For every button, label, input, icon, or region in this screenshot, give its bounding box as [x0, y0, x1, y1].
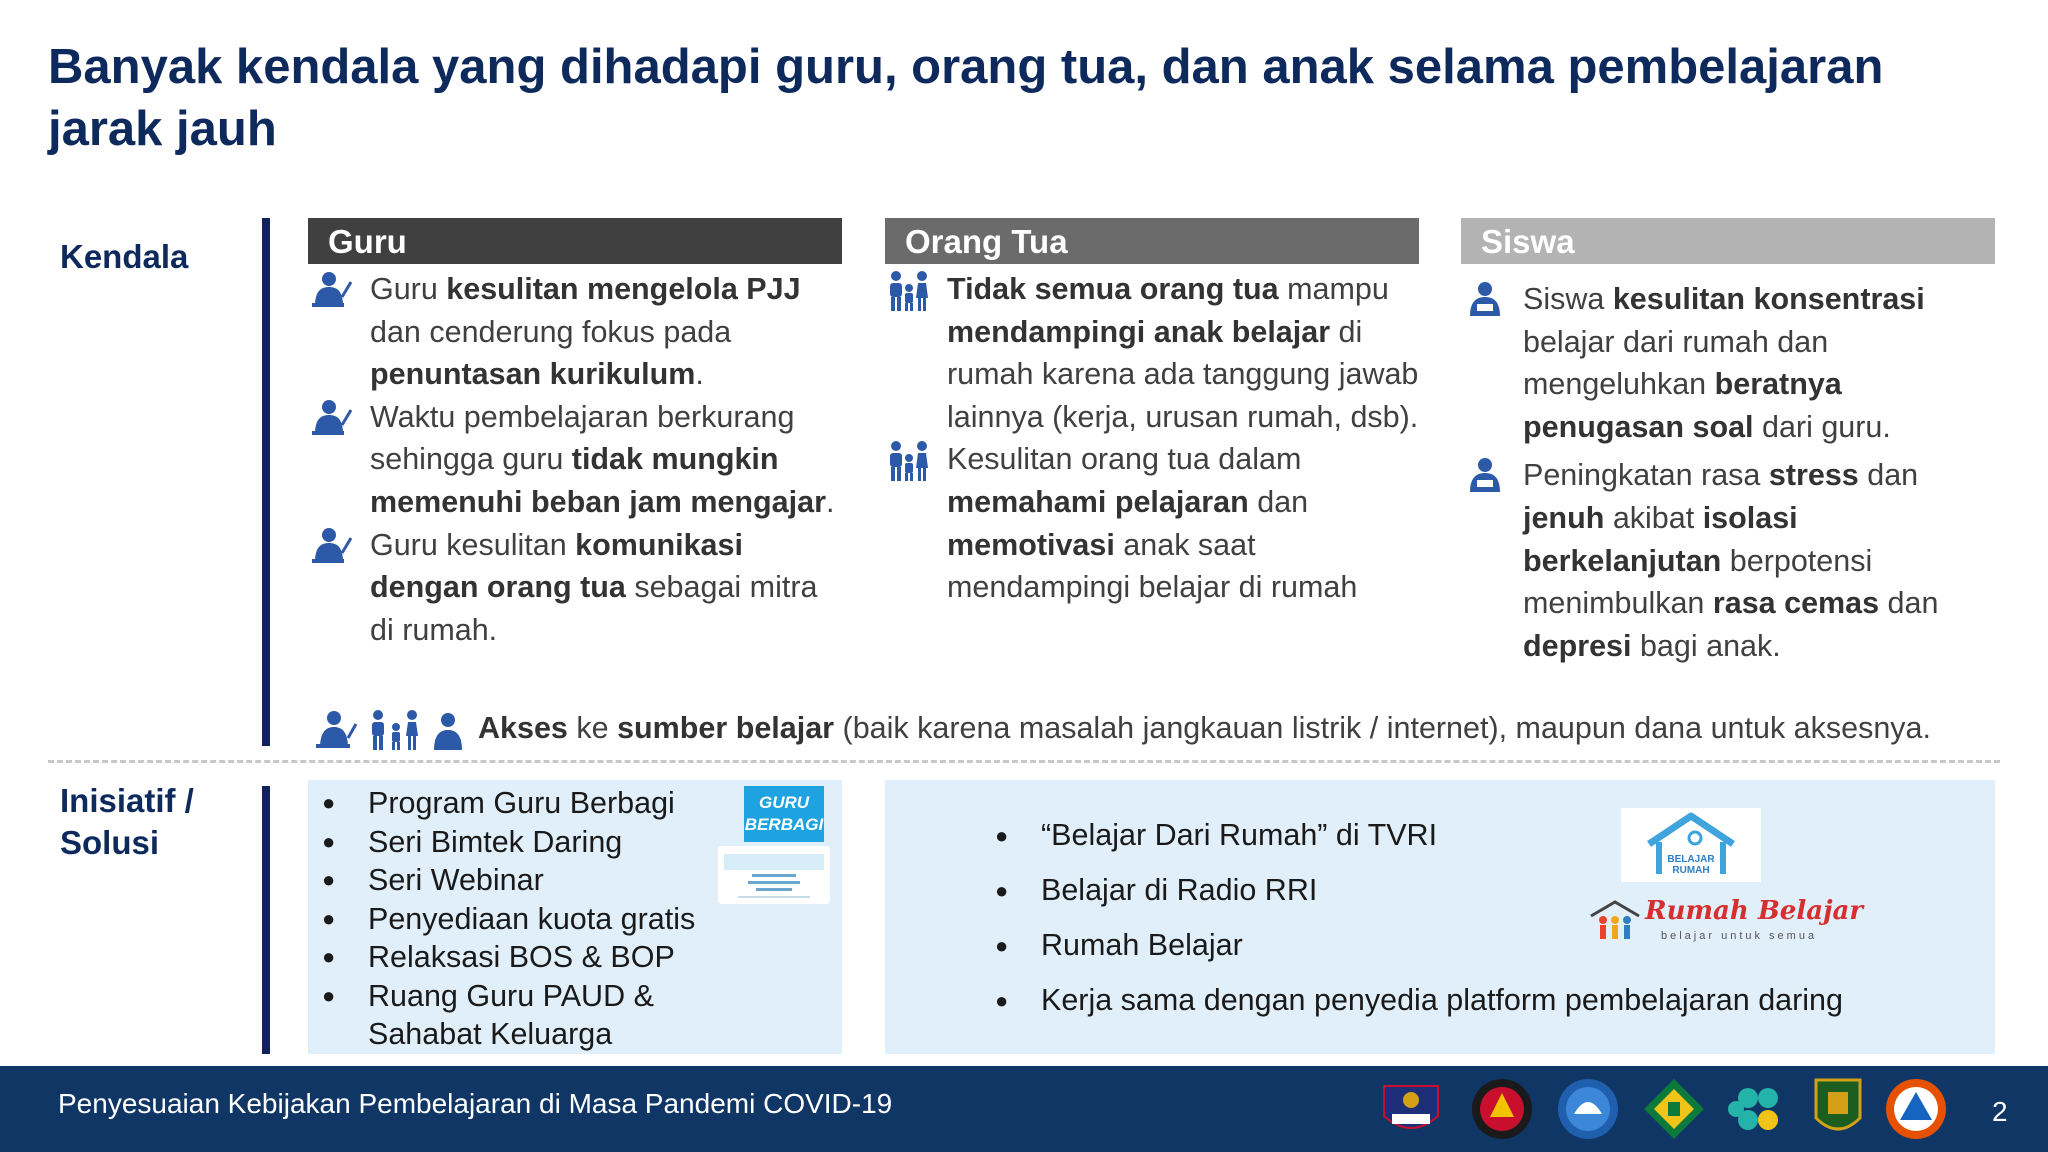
issue-text-segment: berpotensi menimbulkan	[1523, 543, 1873, 621]
siswa-header: Siswa	[1461, 218, 1995, 264]
solution-item: ● “Belajar Dari Rumah” di TVRI	[981, 808, 1881, 863]
issue-text-segment: memahami pelajaran	[947, 484, 1249, 519]
access-bold-2: sumber belajar	[617, 711, 835, 745]
guru-issues	[308, 268, 842, 651]
section-separator	[48, 760, 2000, 763]
family-icon	[889, 270, 929, 324]
rumah-belajar-logo	[1589, 896, 1864, 946]
issue-text-segment: mendampingi anak belajar	[947, 314, 1331, 349]
issue-text-segment: bagi anak.	[1631, 628, 1781, 663]
solution-item: ● Seri Bimtek Daring	[308, 823, 828, 862]
siswa-issues	[1461, 278, 1995, 667]
issue-text-segment: dan	[1858, 458, 1919, 493]
access-bold-1: Akses	[478, 711, 568, 745]
issue-text-segment: Peningkatan rasa	[1523, 458, 1769, 493]
bdr-line2: RUMAH	[1672, 865, 1710, 876]
issue-text-segment: .	[695, 357, 704, 392]
belajar-dari-rumah-text	[1621, 854, 1761, 876]
guru-header: Guru	[308, 218, 842, 264]
issue-text-segment: depresi	[1523, 628, 1632, 663]
issue-text-segment: Siswa	[1523, 282, 1613, 316]
issue-text-segment: isolasi berkelanjutan	[1523, 500, 1798, 578]
guru-berbagi-logo	[744, 786, 824, 842]
satgas-covid19-logo	[1384, 1086, 1438, 1128]
bnpb-shield-logo	[1472, 1079, 1532, 1139]
kemenkes-logo	[1728, 1088, 1778, 1130]
solutions-left-box	[308, 780, 842, 1054]
access-text-2: ke	[567, 711, 618, 745]
guru-berbagi-logo-line2: BERBAGI	[744, 815, 824, 834]
access-icons	[312, 708, 472, 752]
webinar-poster-thumbnail	[718, 846, 830, 904]
partner-logos-svg	[1376, 1076, 1956, 1142]
student-icon	[1465, 456, 1505, 506]
issue-text-segment: Tidak semua orang tua	[947, 272, 1279, 306]
issue-text-segment: dan	[1879, 586, 1939, 621]
issue-text-segment: dan	[1248, 484, 1309, 519]
rumah-belajar-tagline: belajar untuk semua	[1661, 930, 1818, 942]
kemendagri-logo	[1816, 1080, 1860, 1129]
issue-text-segment: memotivasi	[947, 527, 1115, 562]
rumah-belajar-logo-text: Rumah Belajar	[1645, 896, 1864, 926]
orang-tua-issue-item	[885, 268, 1419, 438]
issue-text-segment: dan cenderung fokus pada	[370, 314, 732, 349]
solution-item: ● Penyediaan kuota gratis	[308, 900, 828, 939]
issue-text-segment: jenuh	[1523, 500, 1605, 535]
issue-text-segment: kesulitan konsentrasi	[1612, 282, 1925, 316]
access-text	[478, 707, 2018, 749]
solution-item: ● Relaksasi BOS & BOP	[308, 938, 828, 977]
issue-text-segment: tidak mungkin memenuhi beban jam mengajar	[370, 442, 826, 519]
family-icon	[889, 440, 929, 494]
rumah-belajar-figures-icon	[1589, 898, 1641, 942]
solutions-right-box	[885, 780, 1995, 1054]
bnpb-logo	[1886, 1079, 1946, 1139]
issue-text-segment: komunikasi dengan orang tua	[370, 527, 743, 605]
access-icon-group	[312, 708, 472, 752]
teacher-icon	[312, 398, 352, 448]
issue-text-segment: rasa cemas	[1712, 586, 1880, 621]
issue-text-segment: stress	[1768, 458, 1859, 493]
issue-text-segment: .	[825, 484, 835, 519]
kemenag-logo	[1644, 1079, 1704, 1139]
access-text-4: (baik karena masalah jangkauan listrik / internet), maupun dana untuk aksesnya.	[834, 711, 1931, 745]
guru-issue-item	[308, 268, 842, 396]
teacher-icon	[312, 526, 352, 576]
footer-text: Penyesuaian Kebijakan Pembelajaran di Masa Pandemi COVID-19	[58, 1088, 893, 1119]
guru-issue-item	[308, 524, 842, 652]
solution-item: ● Ruang Guru PAUD & Sahabat Keluarga	[308, 977, 748, 1054]
siswa-issue-item	[1461, 278, 1995, 448]
inisiatif-label-line2: Solusi	[60, 824, 160, 861]
issue-text-segment: penuntasan kurikulum	[370, 357, 696, 392]
solution-item: ● Rumah Belajar	[981, 918, 1881, 973]
guru-berbagi-logo-line1: GURU	[758, 793, 810, 812]
teacher-icon	[312, 270, 352, 320]
orang-tua-header: Orang Tua	[885, 218, 1419, 264]
issue-text-segment: kesulitan mengelola PJJ	[446, 272, 801, 306]
issue-text-segment: sebagai mitra di rumah.	[370, 570, 818, 647]
inisiatif-label-line1: Inisiatif /	[60, 782, 194, 819]
orang-tua-issues	[885, 268, 1419, 609]
guru-issue-item	[308, 396, 842, 524]
issue-text-segment: di rumah karena ada tanggung jawab lainnya (kerja, urusan rumah, dsb).	[947, 314, 1419, 434]
siswa-issue-item	[1461, 454, 1995, 667]
kemdikbud-logo	[1558, 1079, 1618, 1139]
issue-text-segment: Guru	[370, 272, 447, 306]
solusi-divider	[262, 786, 270, 1054]
issue-text-segment: dari guru.	[1753, 409, 1891, 444]
issue-text-segment: anak saat mendampingi belajar di rumah	[947, 527, 1358, 605]
issue-text-segment: Guru kesulitan	[370, 527, 576, 562]
issue-text-segment: Kesulitan orang tua dalam	[947, 442, 1302, 477]
page-number: 2	[1992, 1096, 2008, 1127]
student-icon	[1465, 280, 1505, 330]
orang-tua-issue-item	[885, 438, 1419, 608]
solution-item: ● Kerja sama dengan penyedia platform pembelajaran daring	[981, 973, 1881, 1028]
solution-item: ● Seri Webinar	[308, 861, 828, 900]
bdr-line1: BELAJAR	[1667, 854, 1715, 865]
partner-logos	[1376, 1076, 1956, 1142]
issue-text-segment: Waktu pembelajaran berkurang sehingga guru	[370, 399, 795, 477]
solution-item: ● Program Guru Berbagi	[308, 784, 828, 823]
issue-text-segment: mampu	[1278, 272, 1389, 306]
inisiatif-label	[60, 780, 194, 864]
belajar-dari-rumah-logo	[1621, 808, 1761, 882]
page-title: Banyak kendala yang dihadapi guru, orang tua, dan anak selama pembelajaran jarak jauh	[48, 40, 1884, 156]
issue-text-segment: beratnya penugasan soal	[1523, 367, 1842, 444]
kendala-divider	[262, 218, 270, 746]
kendala-label: Kendala	[60, 238, 189, 275]
issue-text-segment: belajar dari rumah dan mengeluhkan	[1523, 324, 1829, 402]
issue-text-segment: akibat	[1604, 500, 1703, 535]
solution-item: ● Belajar di Radio RRI	[981, 863, 1881, 918]
